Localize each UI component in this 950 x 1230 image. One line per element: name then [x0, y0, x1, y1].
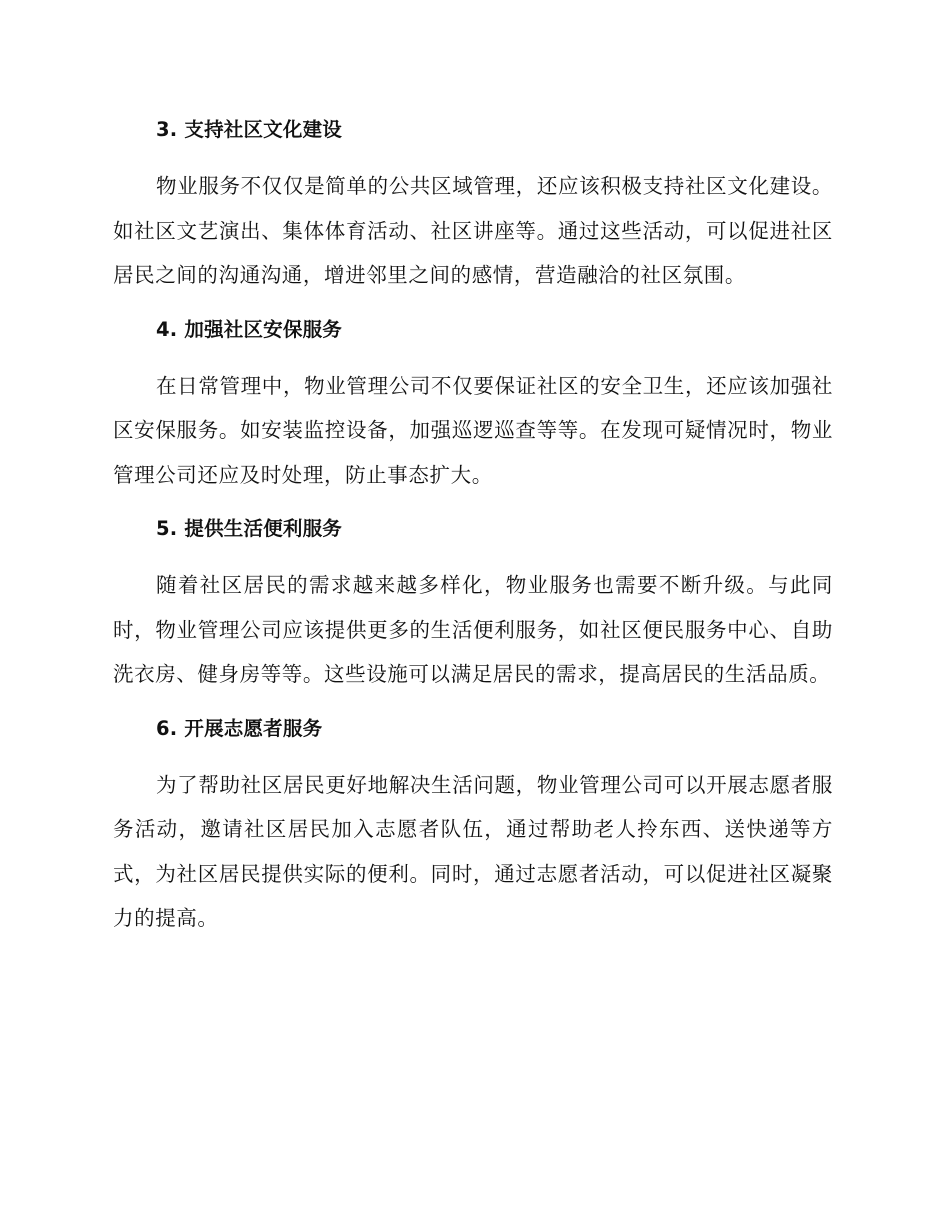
- section-convenience-service: [113, 511, 833, 697]
- section-paragraph: 在日常管理中，物业管理公司不仅要保证社区的安全卫生，还应该加强社区安保服务。如安装监控设备，加强巡逻巡查等等。在发现可疑情况时，物业管理公司还应及时处理，防止事态扩大。: [113, 373, 833, 487]
- section-heading: 5. 提供生活便利服务: [156, 517, 342, 540]
- section-security-service: [113, 312, 833, 498]
- section-paragraph: 物业服务不仅仅是简单的公共区域管理，还应该积极支持社区文化建设。如社区文艺演出、集体体育活动、社区讲座等。通过这些活动，可以促进社区居民之间的沟通沟通，增进邻里之间的感情，营造融洽的社区氛围。: [113, 174, 833, 287]
- section-volunteer-service: [113, 711, 833, 941]
- section-paragraph: 随着社区居民的需求越来越多样化，物业服务也需要不断升级。与此同时，物业管理公司应该提供更多的生活便利服务，如社区便民服务中心、自助洗衣房、健身房等等。这些设施可以满足居民的需求，提高居民的生活品质。: [113, 573, 833, 686]
- section-heading: 6. 开展志愿者服务: [156, 716, 323, 740]
- section-community-culture: [113, 112, 833, 298]
- section-heading: 4. 加强社区安保服务: [156, 317, 342, 341]
- section-heading: 3. 支持社区文化建设: [156, 118, 342, 141]
- document-body: [113, 112, 833, 955]
- section-paragraph: 为了帮助社区居民更好地解决生活问题，物业管理公司可以开展志愿者服务活动，邀请社区居民加入志愿者队伍，通过帮助老人拎东西、送快递等方式，为社区居民提供实际的便利。同时，通过志愿者活动，可以促进社区凝聚力的提高。: [113, 772, 833, 930]
